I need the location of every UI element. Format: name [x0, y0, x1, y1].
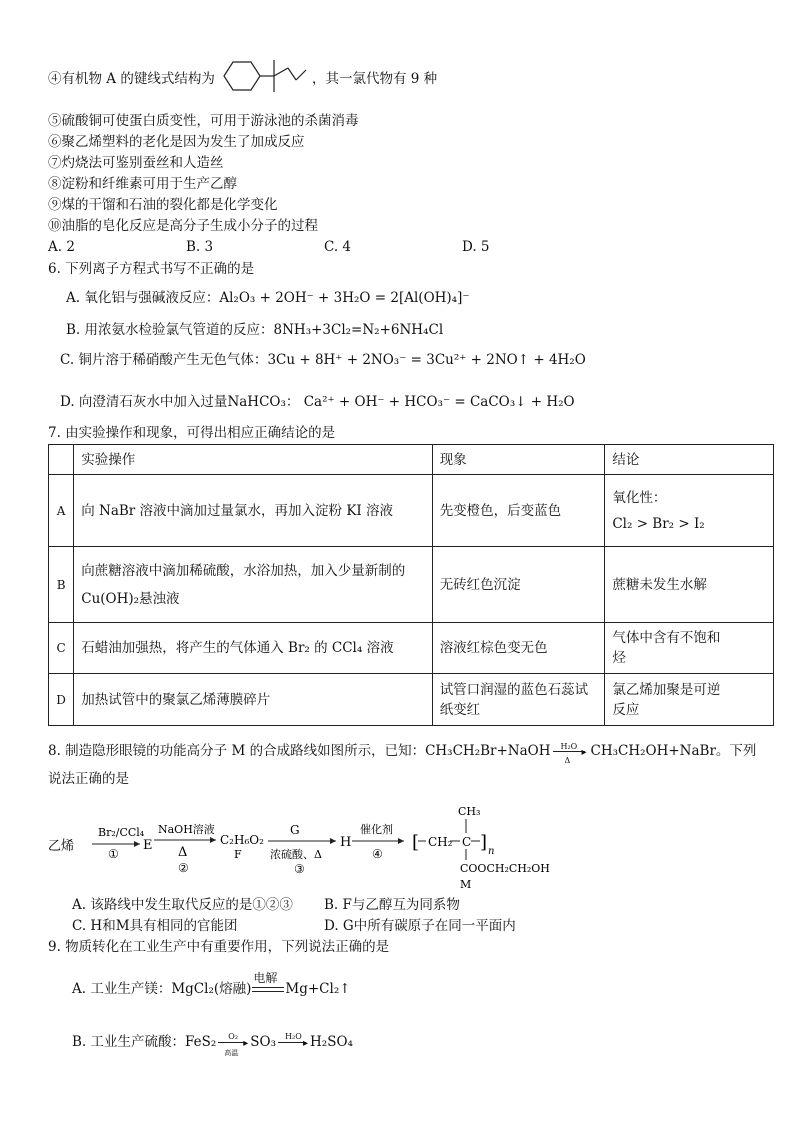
row-conclusion-line2: 反应 [612, 701, 640, 718]
table-header-row [49, 445, 774, 475]
row-key: C [49, 623, 74, 674]
row-conclusion [605, 475, 774, 547]
row-operation-line2: Cu(OH)₂悬浊液 [81, 590, 180, 607]
polymer-m-structure [412, 805, 550, 891]
table-row [49, 623, 774, 674]
q5-item9: ⑨煤的干馏和石油的裂化都是化学变化 [48, 197, 278, 213]
q5-option-a: A. 2 [48, 239, 75, 255]
row-conclusion [605, 674, 774, 726]
q9-option-b [72, 1031, 353, 1057]
arrow-top-condition: O₂ [228, 1031, 239, 1041]
scheme-r1-number: ① [108, 847, 119, 861]
q9-b-so3: SO₃ [250, 1034, 277, 1050]
q8-stem-text: 8. 制造隐形眼镜的功能高分子 M 的合成路线如图所示，已知：CH₃CH₂Br+NaOH [48, 743, 551, 759]
row-conclusion-line1: 氧化性： [612, 489, 667, 506]
table-header-cell: 结论 [605, 445, 774, 475]
arrow-bottom-condition: 高温 [224, 1048, 239, 1057]
row-conclusion: 蔗糖未发生水解 [605, 547, 774, 623]
electrolysis-arrow [251, 970, 285, 999]
q5-option-c: C. 4 [324, 239, 352, 255]
q6-c-text: C. 铜片溶于稀硝酸产生无色气体： [60, 352, 268, 368]
q6-a-equation: Al₂O₃ + 2OH⁻ + 3H₂O = 2[Al(OH)₄]⁻ [219, 290, 470, 306]
bracket-left-icon: [ [412, 832, 420, 853]
q5-item7: ⑦灼烧法可鉴别蚕丝和人造丝 [48, 155, 224, 171]
arrow-head-icon: ▸ [243, 1037, 249, 1049]
q6-b-equation: 8NH₃+3Cl₂=N₂+6NH₄Cl [273, 322, 444, 338]
scheme-e: E [143, 838, 153, 853]
reaction-arrow-absorb [276, 1031, 310, 1052]
scheme-r2-number: ② [178, 861, 189, 875]
row-key: B [49, 547, 74, 623]
table-header-cell: 实验操作 [74, 445, 432, 475]
q6-d-equation: Ca²⁺ + OH⁻ + HCO₃⁻ = CaCO₃↓ + H₂O [303, 394, 575, 410]
scheme-start: 乙烯 [48, 839, 75, 854]
polymer-ch2: CH₂ [428, 835, 453, 849]
table-header-cell [49, 445, 74, 475]
arrow-head-icon [330, 838, 336, 844]
table-row [49, 674, 774, 726]
q9-a-right: Mg+Cl₂↑ [285, 981, 351, 997]
q6-option-b [66, 321, 443, 339]
arrow-top-condition: 电解 [253, 970, 278, 985]
structure-a-skeletal [216, 52, 316, 104]
q6-stem: 6. 下列离子方程式书写不正确的是 [48, 261, 255, 277]
q9-a-text: A. 工业生产镁： [72, 981, 172, 997]
polymer-n: n [488, 846, 495, 857]
q5-item4 [48, 70, 215, 88]
table-header-cell: 现象 [432, 445, 605, 475]
q6-option-d [60, 393, 575, 411]
arrow-line [218, 1042, 246, 1043]
q8-option-a: A. 该路线中发生取代反应的是①②③ [72, 897, 293, 913]
polymer-ester-group: COOCH₂CH₂OH [460, 862, 550, 875]
polymer-ch3: CH₃ [458, 805, 481, 818]
row-operation: 石蜡油加强热，将产生的气体通入 Br₂ 的 CCl₄ 溶液 [74, 623, 432, 674]
scheme-r2-heat: Δ [178, 845, 188, 860]
row-operation: 加热试管中的聚氯乙烯薄膜碎片 [74, 674, 432, 726]
scheme-r3-number: ③ [294, 862, 305, 876]
q6-a-text: A. 氧化铝与强碱液反应： [66, 290, 220, 306]
scheme-h: H [340, 835, 352, 850]
scheme-r3-condition: 浓硫酸、Δ [270, 848, 322, 861]
q9-stem: 9. 物质转化在工业生产中有重要作用，下列说法正确的是 [48, 939, 390, 955]
scheme-r4-condition: 催化剂 [360, 823, 393, 836]
arrow-line [278, 1042, 306, 1043]
q6-d-text: D. 向澄清石灰水中加入过量 [60, 394, 228, 410]
q5-item4-prefix: ④有机物 A 的键线式结构为 [48, 71, 215, 87]
equals-line [252, 987, 284, 988]
q6-c-equation: 3Cu + 8H⁺ + 2NO₃⁻ = 3Cu²⁺ + 2NO↑ + 4H₂O [267, 352, 586, 368]
equals-line [252, 991, 284, 992]
table-row [49, 475, 774, 547]
q5-item5: ⑤硫酸铜可使蛋白质变性，可用于游泳池的杀菌消毒 [48, 113, 359, 129]
q8-stem-line1 [48, 741, 757, 765]
arrow-head-icon: ▸ [303, 1037, 309, 1049]
q7-table [48, 444, 774, 726]
arrow-bottom-condition: Δ [564, 755, 571, 765]
q6-option-a [66, 289, 469, 307]
row-operation [74, 547, 432, 623]
q6-d-reagent: NaHCO₃： [227, 394, 300, 410]
q9-b-h2so4: H₂SO₄ [310, 1034, 353, 1050]
row-phenomenon-line1: 试管口润湿的蓝色石蕊试 [439, 681, 589, 698]
reaction-arrow-roast [216, 1031, 250, 1057]
row-key: D [49, 674, 74, 726]
arrow-top-condition: H₂O [560, 741, 578, 751]
row-conclusion [605, 623, 774, 674]
arrow-head-icon [398, 838, 404, 844]
q5-item4-suffix: ，其一氯代物有 9 种 [312, 71, 438, 87]
q5-item10: ⑩油脂的皂化反应是高分子生成小分子的过程 [48, 218, 318, 234]
row-phenomenon: 先变橙色，后变蓝色 [432, 475, 605, 547]
scheme-r4-number: ④ [372, 847, 383, 861]
polymer-m-label: M [460, 878, 472, 891]
q5-option-d: D. 5 [462, 239, 490, 255]
bracket-right-icon: ] [480, 832, 488, 853]
q8-stem-end: CH₃CH₂OH+NaBr。下列 [590, 743, 757, 759]
arrow-head-icon: ▸ [581, 746, 587, 758]
q8-option-d: D. G中所有碳原子在同一平面内 [324, 918, 516, 934]
row-conclusion-line1: 氯乙烯加聚是可逆 [612, 681, 721, 698]
q8-option-b: B. F与乙醇互为同系物 [324, 897, 460, 913]
scheme-r2-condition: NaOH溶液 [158, 823, 215, 836]
table-row [49, 547, 774, 623]
scheme-f: F [234, 848, 242, 861]
row-phenomenon [432, 674, 605, 726]
row-operation: 向 NaBr 溶液中滴加过量氯水，再加入淀粉 KI 溶液 [74, 475, 432, 547]
row-phenomenon-line2: 纸变红 [439, 701, 481, 718]
row-key: A [49, 475, 74, 547]
row-phenomenon: 溶液红棕色变无色 [432, 623, 605, 674]
polymer-c: C [462, 835, 472, 849]
q5-option-b: B. 3 [186, 239, 214, 255]
scheme-r1-condition: Br₂/CCl₄ [98, 826, 145, 839]
scheme-f-formula: C₂H₆O₂ [220, 833, 264, 847]
q5-item6: ⑥聚乙烯塑料的老化是因为发生了加成反应 [48, 134, 305, 150]
q6-option-c [60, 351, 586, 369]
row-conclusion-line2: Cl₂ > Br₂ > I₂ [612, 515, 705, 532]
q9-option-a [72, 970, 351, 999]
q7-stem: 7. 由实验操作和现象，可得出相应正确结论的是 [48, 425, 336, 441]
q9-b-text: B. 工业生产硫酸： [72, 1034, 186, 1050]
q6-b-text: B. 用浓氨水检验氯气管道的反应： [66, 322, 274, 338]
arrow-top-condition: H₂O [285, 1031, 302, 1041]
arrow-head-icon [210, 837, 216, 843]
q5-item8: ⑧淀粉和纤维素可用于生产乙醇 [48, 176, 237, 192]
scheme-r3-reagent: G [290, 823, 300, 837]
row-conclusion-line1: 气体中含有不饱和 [612, 630, 721, 646]
arrow-head-icon [134, 841, 140, 847]
q9-b-fes2: FeS₂ [185, 1034, 217, 1050]
q8-synthesis-scheme [46, 800, 566, 896]
row-phenomenon: 无砖红色沉淀 [432, 547, 605, 623]
q8-option-c: C. H和M具有相同的官能团 [72, 918, 238, 934]
reaction-arrow-hydrolysis [551, 741, 591, 765]
q9-a-left: MgCl₂(熔融) [171, 981, 252, 997]
row-operation-line1: 向蔗糖溶液中滴加稀硫酸，水浴加热，加入少量新制的 [81, 562, 406, 579]
row-conclusion-line2: 烃 [612, 650, 626, 666]
q8-stem-line2: 说法正确的是 [48, 771, 129, 787]
